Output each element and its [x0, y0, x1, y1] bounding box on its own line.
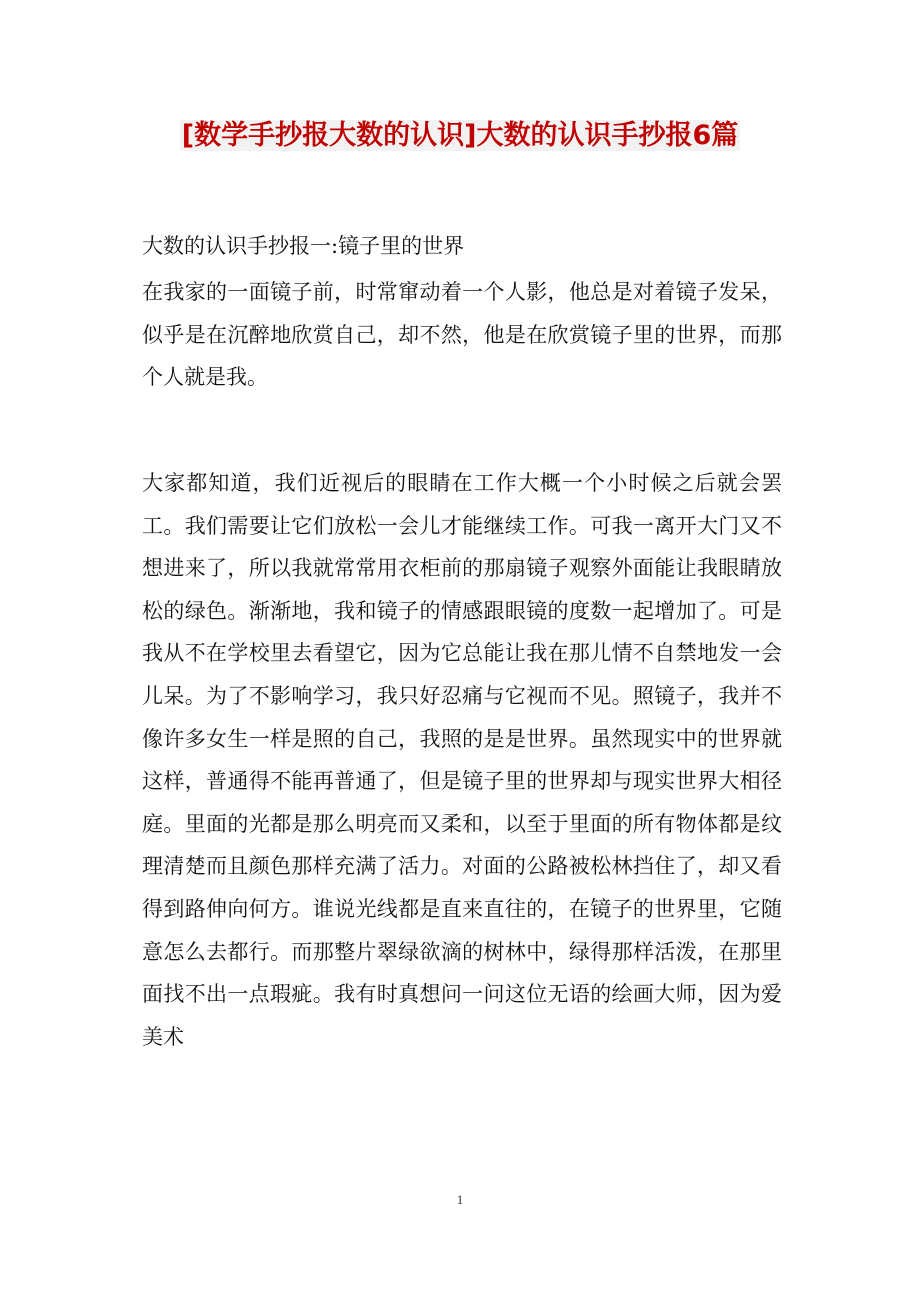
paragraph-2-block — [142, 462, 782, 1058]
paragraph-1-block — [142, 271, 782, 399]
document-title — [0, 114, 920, 158]
paragraph-1: 在我家的一面镜子前，时常窜动着一个人影，他总是对着镜子发呆，似乎是在沉醉地欣赏自己，却不然，他是在欣赏镜子里的世界，而那个人就是我。 — [142, 280, 782, 390]
section-subtitle: 大数的认识手抄报一:镜子里的世界 — [142, 234, 465, 258]
document-title-text: [数学手抄报大数的认识]大数的认识手抄报6篇 — [181, 120, 739, 151]
page-number: 1 — [456, 1192, 464, 1207]
paragraph-2: 大家都知道，我们近视后的眼睛在工作大概一个小时候之后就会罢工。我们需要让它们放松一会儿才能继续工作。可我一离开大门又不想进来了，所以我就常常用衣柜前的那扇镜子观察外面能让我眼睛放松的绿色。渐渐地，我和镜子的情感跟眼镜的度数一起增加了。可是我从不在学校里去看望它，因为它总能让我在那儿情不自禁地发一会儿呆。为了不影响学习，我只好忍痛与它视而不见。照镜子，我并不像许多女生一样是照的自己，我照的是是世界。虽然现实中的世界就这样，普通得不能再普通了，但是镜子里的世界却与现实世界大相径庭。里面的光都是那么明亮而又柔和，以至于里面的所有物体都是纹理清楚而且颜色那样充满了活力。对面的公路被松林挡住了，却又看得到路伸向何方。谁说光线都是直来直往的，在镜子的世界里，它随意怎么去都行。而那整片翠绿欲滴的树林中，绿得那样活泼，在那里面找不出一点瑕疵。我有时真想问一问这位无语的绘画大师，因为爱美术 — [142, 471, 782, 1049]
